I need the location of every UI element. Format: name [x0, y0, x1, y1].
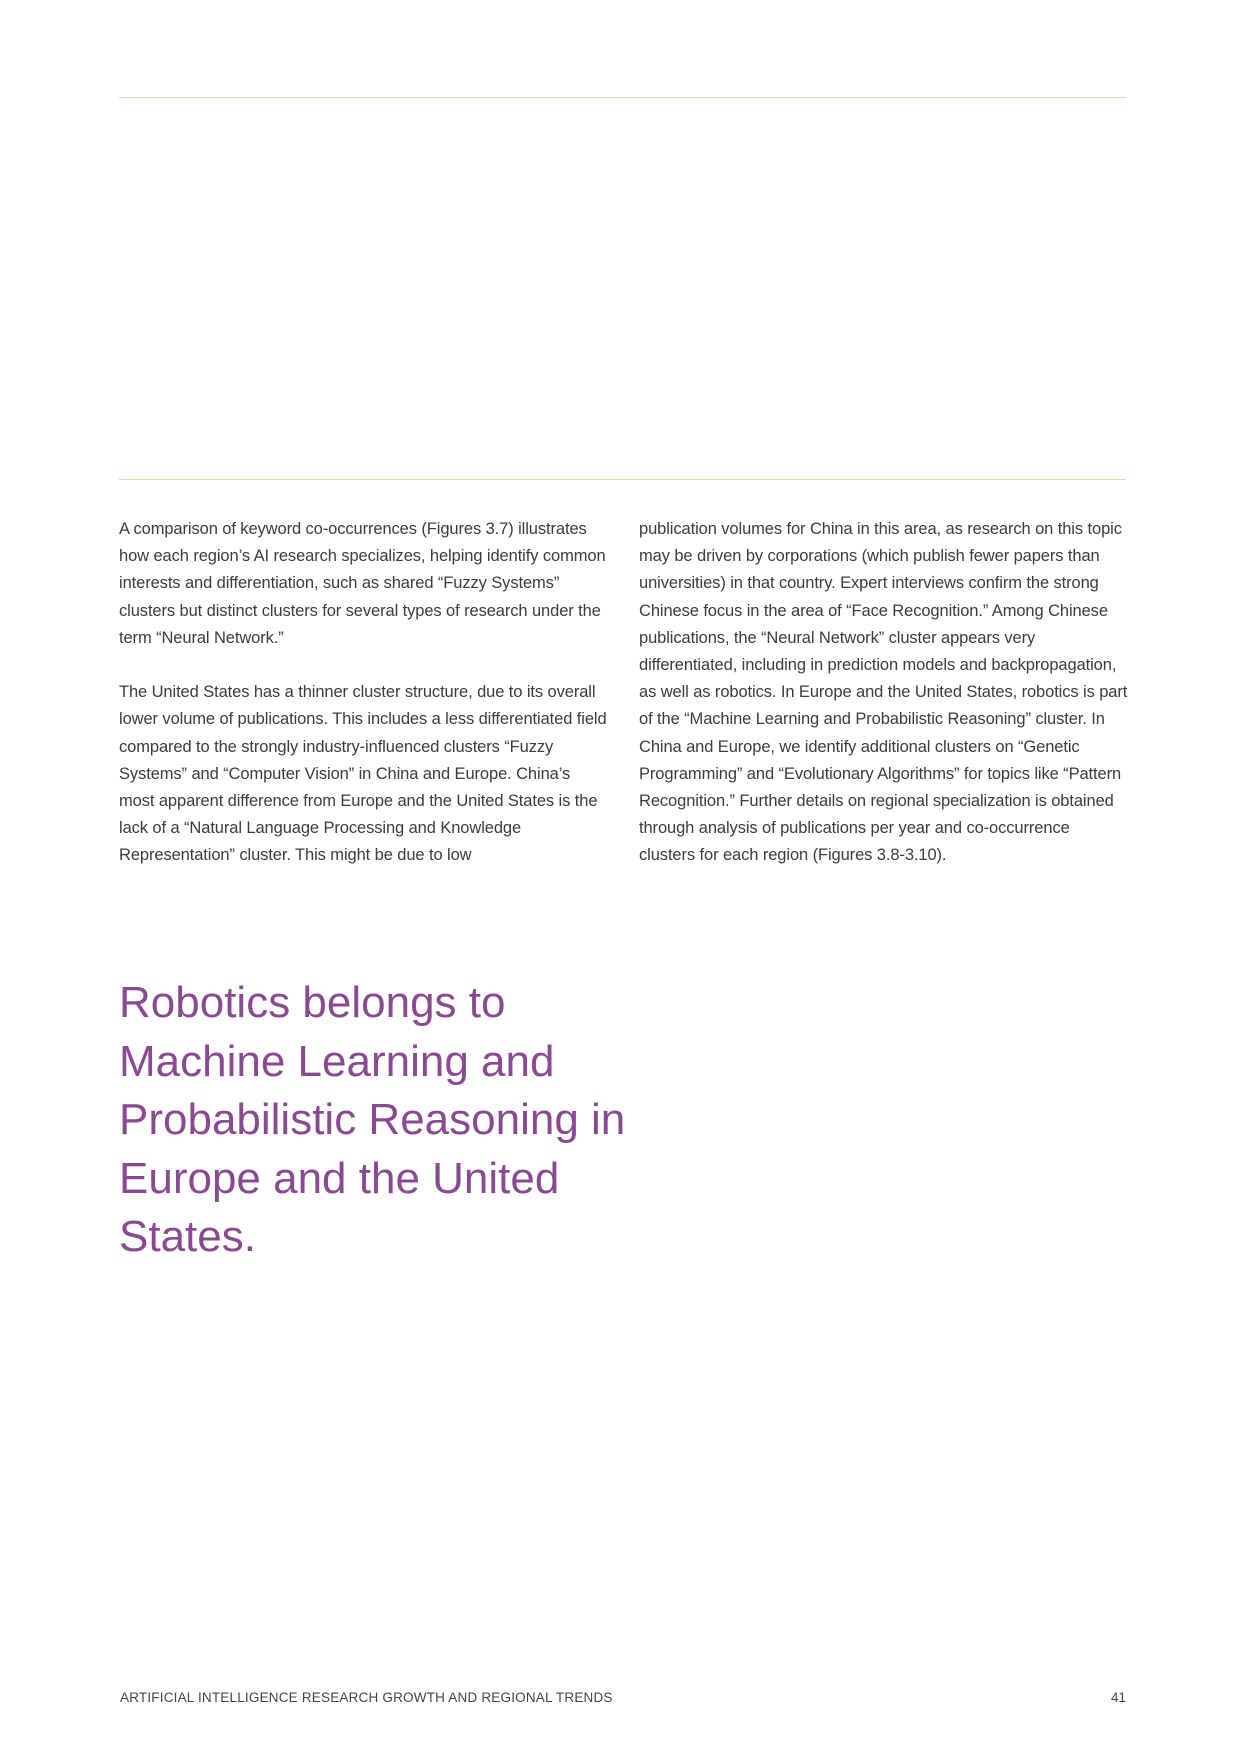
- body-column-right: [639, 516, 1129, 897]
- figure-bottom-divider-rule: [119, 479, 1126, 480]
- body-column-left: [119, 516, 609, 897]
- pull-quote: Robotics belongs to Machine Learning and Probabilistic Reasoning in Europe and the United States.: [119, 978, 626, 1261]
- running-footer-title: ARTIFICIAL INTELLIGENCE RESEARCH GROWTH AND REGIONAL TRENDS: [120, 1690, 613, 1705]
- page-number: 41: [1110, 1690, 1126, 1705]
- body-paragraph: A comparison of keyword co-occurrences (Figures 3.7) illustrates how each region’s AI research specializes, helping identify common interests and differentiation, such as shared “Fuzzy Systems” clusters but distinct clusters for several types of research under the term “Neural Network.”: [119, 520, 606, 647]
- body-paragraph: The United States has a thinner cluster structure, due to its overall lower volume of publications. This includes a less differentiated field compared to the strongly industry-influenced clusters “Fuzzy Systems” and “Computer Vision” in China and Europe. China’s most apparent difference from Europe and the United States is the lack of a “Natural Language Processing and Knowledge Representation” cluster. This might be due to low: [119, 683, 607, 865]
- body-paragraph: publication volumes for China in this area, as research on this topic may be driven by corporations (which publish fewer papers than universities) in that country. Expert interviews confirm the strong Chinese focus in the area of “Face Recognition.” Among Chinese publications, the “Neural Network” cluster appears very differentiated, including in prediction models and backpropagation, as well as robotics. In Europe and the United States, robotics is part of the “Machine Learning and Probabilistic Reasoning” cluster. In China and Europe, we identify additional clusters on “Genetic Programming” and “Evolutionary Algorithms” for topics like “Pattern Recognition.” Further details on regional specialization is obtained through analysis of publications per year and co-occurrence clusters for each region (Figures 3.8-3.10).: [639, 520, 1128, 865]
- top-divider-rule: [119, 97, 1126, 98]
